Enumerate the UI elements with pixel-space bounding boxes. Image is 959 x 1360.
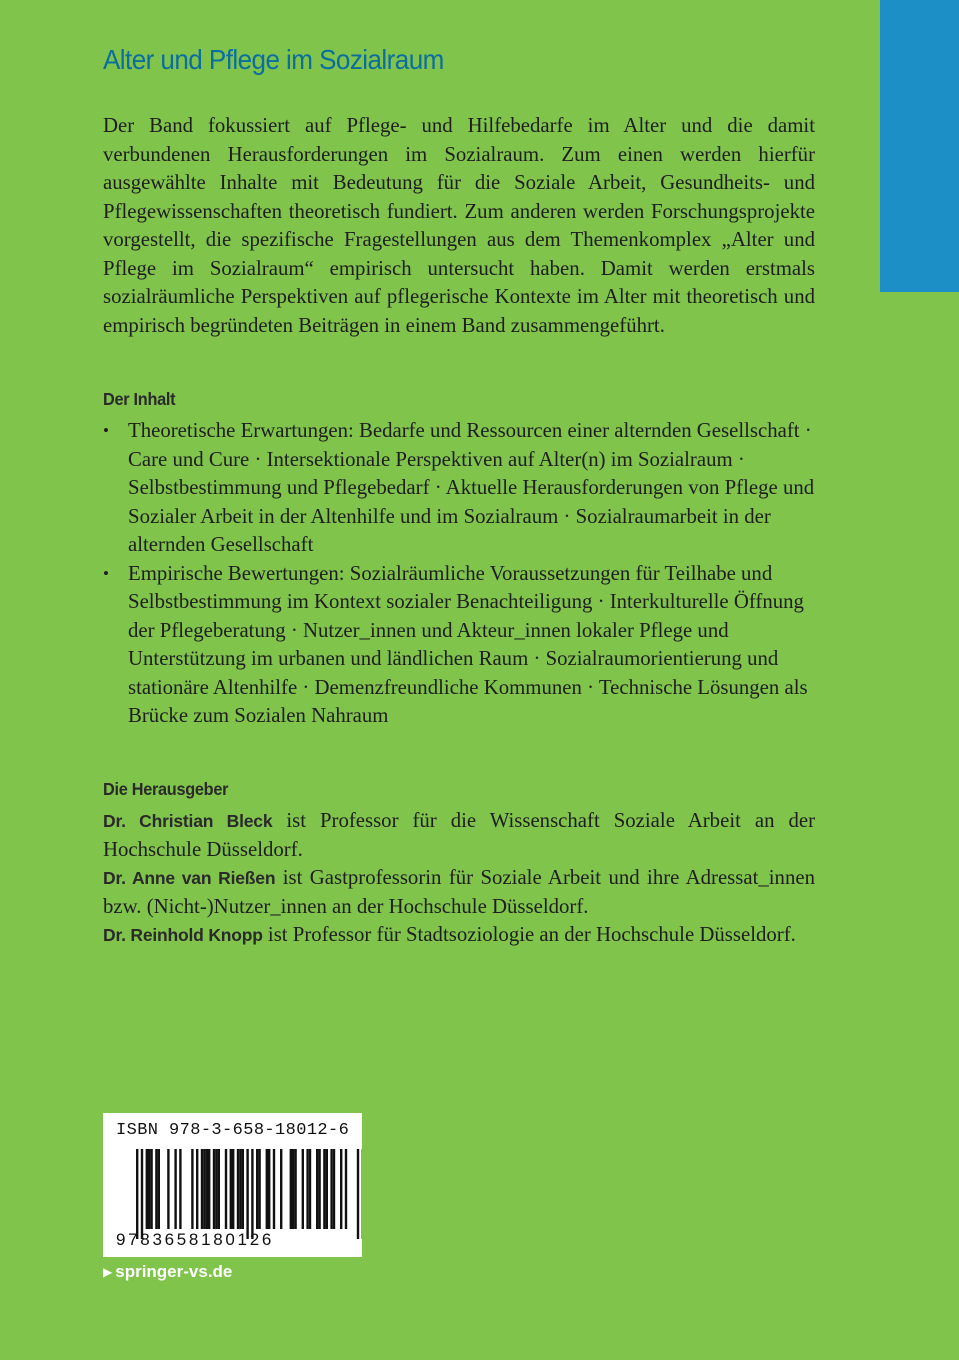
barcode-bar [330,1149,332,1229]
book-title: Alter und Pflege im Sozialraum [103,44,444,75]
barcode-bar [290,1149,292,1229]
bullet-icon: • [103,421,109,440]
barcode-bar [256,1149,258,1229]
blue-spine-tab [880,0,959,292]
barcode-bar [302,1149,304,1229]
editors-heading: Die Herausgeber [103,779,229,799]
barcode-bar [316,1149,318,1229]
isbn-label: ISBN 978-3-658-18012-6 [116,1121,350,1140]
barcode-bar [294,1149,296,1229]
barcode-bar [306,1149,308,1229]
barcode-bar [225,1149,227,1229]
barcode-guard-bar [251,1149,253,1239]
barcode-bar [323,1149,325,1229]
editor-description: ist Gastprofessorin für Soziale Arbeit und ihre Adressat_innen bzw. (Nicht-)Nutzer_innen an der Hochschule Düsseldorf. [103,866,815,918]
bullet-icon: • [103,563,109,583]
contents-item-empirical [103,560,815,731]
barcode-bar [273,1149,275,1229]
barcode-bar [196,1149,198,1229]
barcode-bar [218,1149,220,1229]
barcode-bar [179,1149,181,1229]
barcode-bar [345,1149,347,1229]
barcode-bar [280,1149,282,1229]
barcode-bar [239,1149,241,1229]
barcode-digits: 9783658180126 [116,1230,275,1249]
editor-name: Dr. Christian Bleck [103,811,273,831]
contents-heading: Der Inhalt [103,389,176,409]
barcode-guard-bar [357,1149,359,1239]
arrow-right-icon: ▶ [103,1265,113,1279]
barcode-bar [340,1149,342,1229]
barcode-bar [158,1149,160,1229]
barcode-bar [309,1149,311,1229]
editor-description: ist Professor für die Wissenschaft Soziale Arbeit an der Hochschule Düsseldorf. [103,809,815,861]
barcode-bar [191,1149,193,1229]
barcode-bar [146,1149,148,1229]
barcode-guard-bar [141,1149,143,1239]
barcode-bar [215,1149,217,1229]
barcode-bar [167,1149,169,1229]
website-url: springer-vs.de [115,1262,233,1281]
barcode-bar [201,1149,203,1229]
editor-knopp [103,921,815,950]
editor-van-riessen [103,864,815,921]
barcode-bar [242,1149,244,1229]
contents-item-theory [103,417,815,560]
barcode-bar [258,1149,260,1229]
barcode-bar [203,1149,205,1229]
contents-item-text: Theoretische Erwartungen: Bedarfe und Ressourcen einer alternden Gesellschaft · Care und Cure · Intersektionale Perspektiven auf Alter(n) im Sozialraum · Selbstbestimmung und Pflegebedarf · Aktuelle Herausforderungen von Pflege und Sozialer Arbeit in der Altenhilfe und im Sozialraum · Sozialraumarbeit in der alternden Gesellschaft [128,419,815,556]
barcode-bar [237,1149,239,1229]
barcode-bar [266,1149,268,1229]
contents-item-text: Empirische Bewertungen: Sozialräumliche Voraussetzungen für Teilhabe und Selbstbestimmung im Kontext sozialer Benachteiligung · Interkulturelle Öffnung der Pflegeberatung · Nutzer_innen und Akteur_innen lokaler Pflege und Unterstützung im urbanen und ländlichen Raum · Sozialraumorientierung und stationäre Altenhilfe · Demenzfreundliche Kommunen · Technische Lösungen als Brücke zum Sozialen Nahraum [128,561,808,727]
publisher-website[interactable] [103,1262,232,1282]
barcode-guard-bar [136,1149,138,1239]
barcode-bar [230,1149,232,1229]
isbn-barcode [103,1113,362,1257]
editor-bleck [103,807,815,864]
barcode-bar [148,1149,150,1229]
barcode-guard-bar [246,1149,248,1239]
barcode-bar [174,1149,176,1229]
barcode-bar [326,1149,328,1229]
barcode-bar [292,1149,294,1229]
barcode-bar [155,1149,157,1229]
blurb-paragraph: Der Band fokussiert auf Pflege- und Hilfebedarfe im Alter und die damit verbundenen Herausforderungen im Sozialraum. Zum einen werden hierfür ausgewählte Inhalte mit Bedeutung für die Soziale Arbeit, Gesundheits- und Pflegewissenschaften theoretisch fundiert. Zum anderen werden Forschungsprojekte vorgestellt, die spezifische Fragestellungen aus dem Themenkomplex „Alter und Pflege im Sozialraum“ empirisch untersucht haben. Damit werden erstmals sozialräumliche Perspektiven auf pflegerische Kontexte im Alter mit theoretisch und empirisch begründeten Beiträgen in einem Band zusammengeführt. [103,114,815,337]
barcode-bar [208,1149,210,1229]
barcode-bar [213,1149,215,1229]
barcode-bar [333,1149,335,1229]
barcode-bar [206,1149,208,1229]
barcode-bar [268,1149,270,1229]
barcode-bar [150,1149,152,1229]
editor-name: Dr. Reinhold Knopp [103,925,263,945]
editor-description: ist Professor für Stadtsoziologie an der Hochschule Düsseldorf. [262,923,796,946]
contents-list [103,417,815,731]
editor-name: Dr. Anne van Rießen [103,868,276,888]
barcode-bar [318,1149,320,1229]
editors-list [103,807,815,950]
barcode-bar [232,1149,234,1229]
